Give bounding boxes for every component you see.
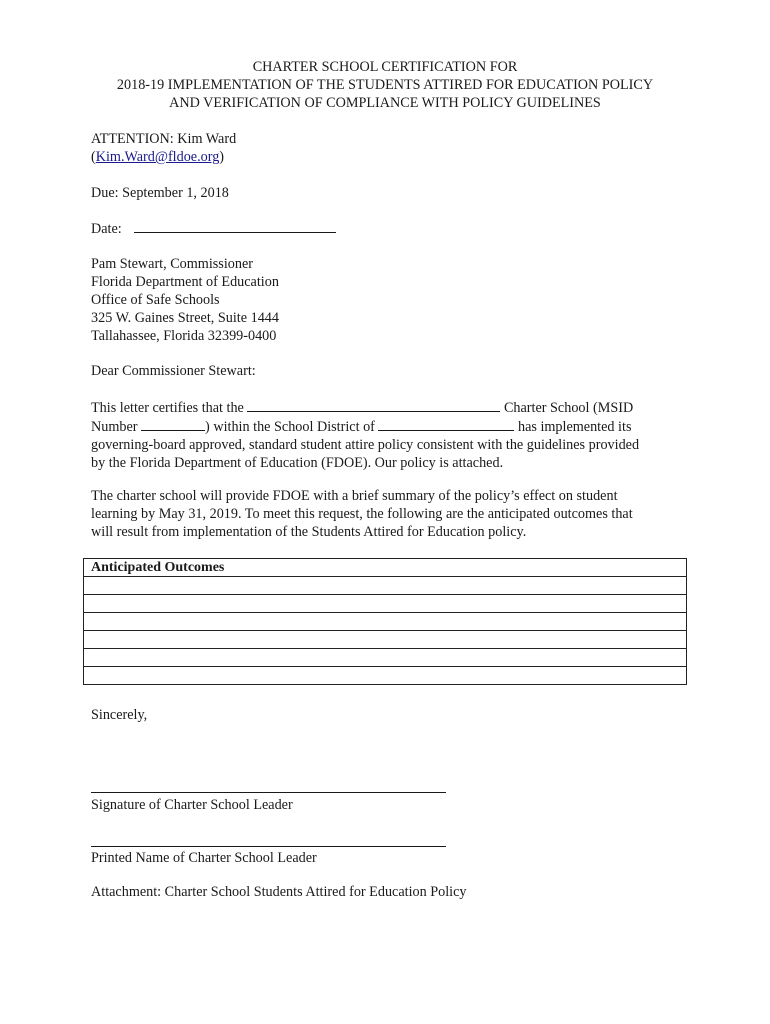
table-row [84, 649, 687, 667]
due-date: Due: September 1, 2018 [91, 185, 229, 201]
document-title [60, 58, 710, 112]
msid-number-blank[interactable] [141, 417, 205, 431]
summary-line: learning by May 31, 2019. To meet this request, the following are the anticipated outcomes that [91, 506, 633, 522]
recipient-address [91, 255, 279, 345]
cert-text: Charter School (MSID [503, 400, 634, 416]
anticipated-outcomes-table [83, 558, 687, 685]
attachment-note: Attachment: Charter School Students Attired for Education Policy [91, 884, 467, 900]
outcome-cell[interactable] [84, 649, 687, 667]
address-line: Pam Stewart, Commissioner [91, 256, 253, 272]
cert-line-4: by the Florida Department of Education (FDOE). Our policy is attached. [91, 455, 504, 471]
summary-line: The charter school will provide FDOE with a brief summary of the policy’s effect on student [91, 488, 618, 504]
outcome-cell[interactable] [84, 631, 687, 649]
cert-text: has implemented its [517, 419, 632, 435]
summary-paragraph [91, 487, 691, 541]
outcome-cell[interactable] [84, 577, 687, 595]
charter-school-name-blank[interactable] [247, 398, 500, 412]
date-blank[interactable] [134, 219, 336, 233]
cert-line-3: governing-board approved, standard student attire policy consistent with the guidelines provided [91, 437, 640, 453]
address-line: Office of Safe Schools [91, 292, 220, 308]
outcome-cell[interactable] [84, 613, 687, 631]
table-row [84, 613, 687, 631]
school-district-blank[interactable] [378, 417, 514, 431]
title-line-3: AND VERIFICATION OF COMPLIANCE WITH POLICY GUIDELINES [169, 95, 601, 111]
outcome-cell[interactable] [84, 595, 687, 613]
email-link[interactable]: Kim.Ward@fldoe.org [95, 149, 220, 165]
date-line [91, 219, 336, 238]
address-line: Tallahassee, Florida 32399-0400 [91, 328, 277, 344]
salutation: Dear Commissioner Stewart: [91, 363, 256, 379]
closing: Sincerely, [91, 707, 148, 723]
cert-text: This letter certifies that the [91, 400, 244, 416]
email-open-paren: ( [91, 149, 96, 165]
printed-name-label: Printed Name of Charter School Leader [91, 850, 317, 866]
table-row [84, 595, 687, 613]
cert-line-2 [91, 417, 691, 436]
cert-text: ) within the School District of [205, 419, 375, 435]
attention-label: ATTENTION: Kim Ward [91, 131, 237, 147]
signature-line[interactable] [91, 792, 446, 793]
summary-line: will result from implementation of the Students Attired for Education policy. [91, 524, 527, 540]
outcome-cell[interactable] [84, 667, 687, 685]
table-header-row [84, 559, 687, 577]
attention-email-line [91, 148, 236, 166]
cert-line-1 [91, 398, 691, 417]
date-label: Date: [91, 221, 122, 237]
title-line-1: CHARTER SCHOOL CERTIFICATION FOR [252, 59, 518, 75]
cert-text: Number [91, 419, 138, 435]
table-row [84, 577, 687, 595]
attention-block [91, 130, 236, 166]
address-line: Florida Department of Education [91, 274, 279, 290]
signature-label: Signature of Charter School Leader [91, 797, 293, 813]
title-line-2: 2018-19 IMPLEMENTATION OF THE STUDENTS ATTIRED FOR EDUCATION POLICY [116, 77, 654, 93]
address-line: 325 W. Gaines Street, Suite 1444 [91, 310, 279, 326]
table-header-cell: Anticipated Outcomes [84, 559, 687, 577]
table-row [84, 631, 687, 649]
email-close-paren: ) [219, 149, 225, 165]
table-row [84, 667, 687, 685]
printed-name-line[interactable] [91, 846, 446, 847]
certification-paragraph [91, 398, 691, 472]
